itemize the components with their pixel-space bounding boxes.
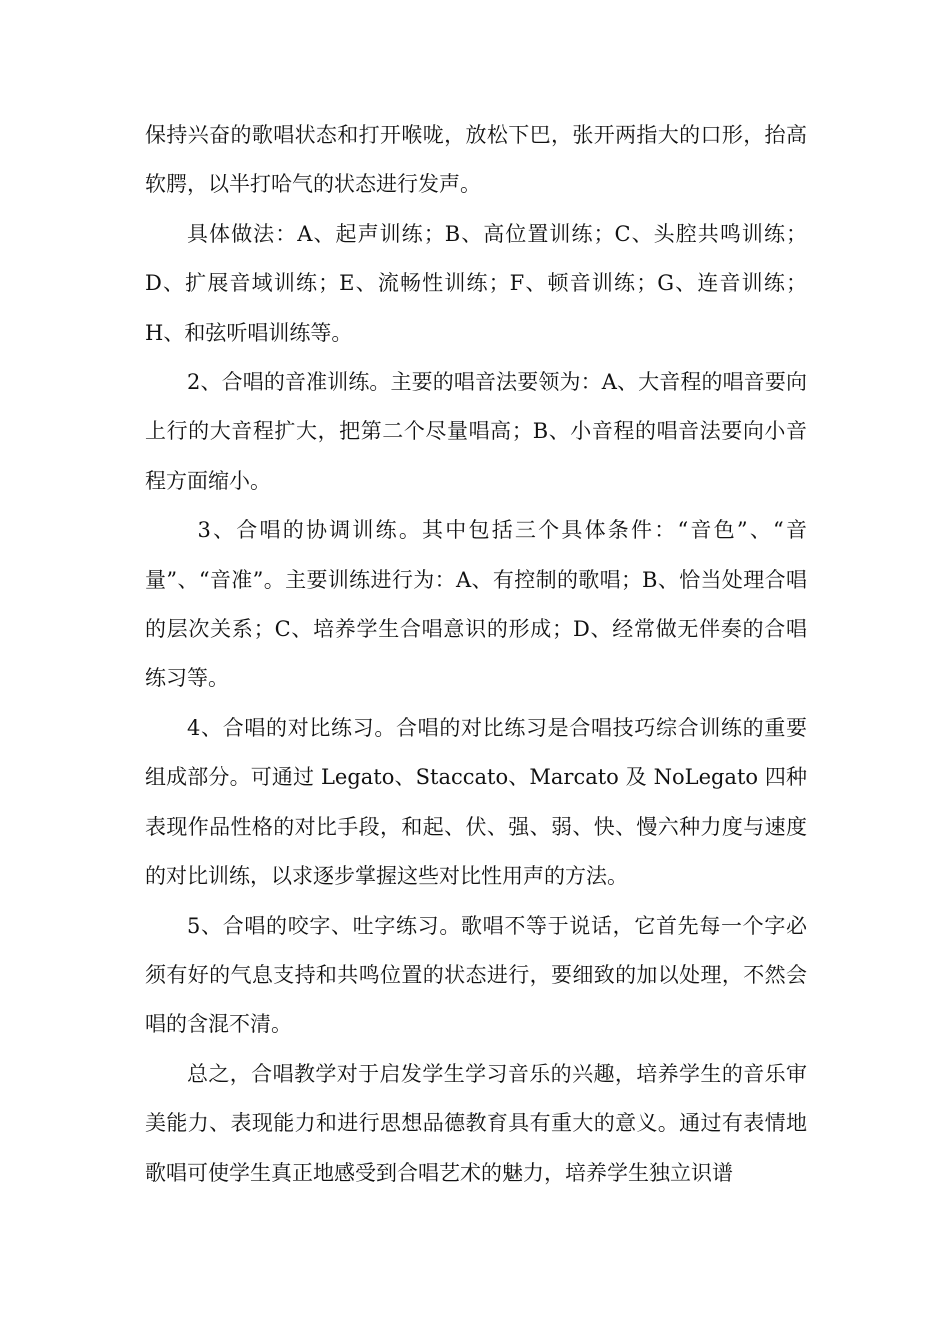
paragraph-specific-methods: 具体做法：A、起声训练；B、高位置训练；C、头腔共鸣训练；D、扩展音域训练；E、流畅性训练；F、顿音训练；G、连音训练；H、和弦听唱训练等。 xyxy=(145,221,807,345)
paragraph-contrast-practice: 4、合唱的对比练习。合唱的对比练习是合唱技巧综合训练的重要组成部分。可通过 Legato、Staccato、Marcato 及 NoLegato 四种表现作品性格的对比手段，和起、伏、强、弱、快、慢六种力度与速度的对比训练，以求逐步掌握这些对比性用声的方法。 xyxy=(145,715,807,889)
document-body xyxy=(145,111,807,1198)
paragraph-intonation-training: 2、合唱的音准训练。主要的唱音法要领为：A、大音程的唱音要向上行的大音程扩大，把第二个尽量唱高；B、小音程的唱音法要向小音程方面缩小。 xyxy=(145,370,807,493)
paragraph-vocal-state: 保持兴奋的歌唱状态和打开喉咙，放松下巴，张开两指大的口形，抬高软腭，以半打哈气的状态进行发声。 xyxy=(145,123,807,197)
paragraph-coordination-training: 3、合唱的协调训练。其中包括三个具体条件：“音色”、“音量”、“音准”。主要训练进行为：A、有控制的歌唱；B、恰当处理合唱的层次关系；C、培养学生合唱意识的形成；D、经常做无伴奏的合唱练习等。 xyxy=(145,518,807,691)
paragraph-diction-practice: 5、合唱的咬字、吐字练习。歌唱不等于说话，它首先每一个字必须有好的气息支持和共鸣位置的状态进行，要细致的加以处理，不然会唱的含混不清。 xyxy=(145,913,807,1037)
paragraph-conclusion: 总之，合唱教学对于启发学生学习音乐的兴趣，培养学生的音乐审美能力、表现能力和进行思想品德教育具有重大的意义。通过有表情地歌唱可使学生真正地感受到合唱艺术的魅力，培养学生独立识谱 xyxy=(145,1061,807,1185)
